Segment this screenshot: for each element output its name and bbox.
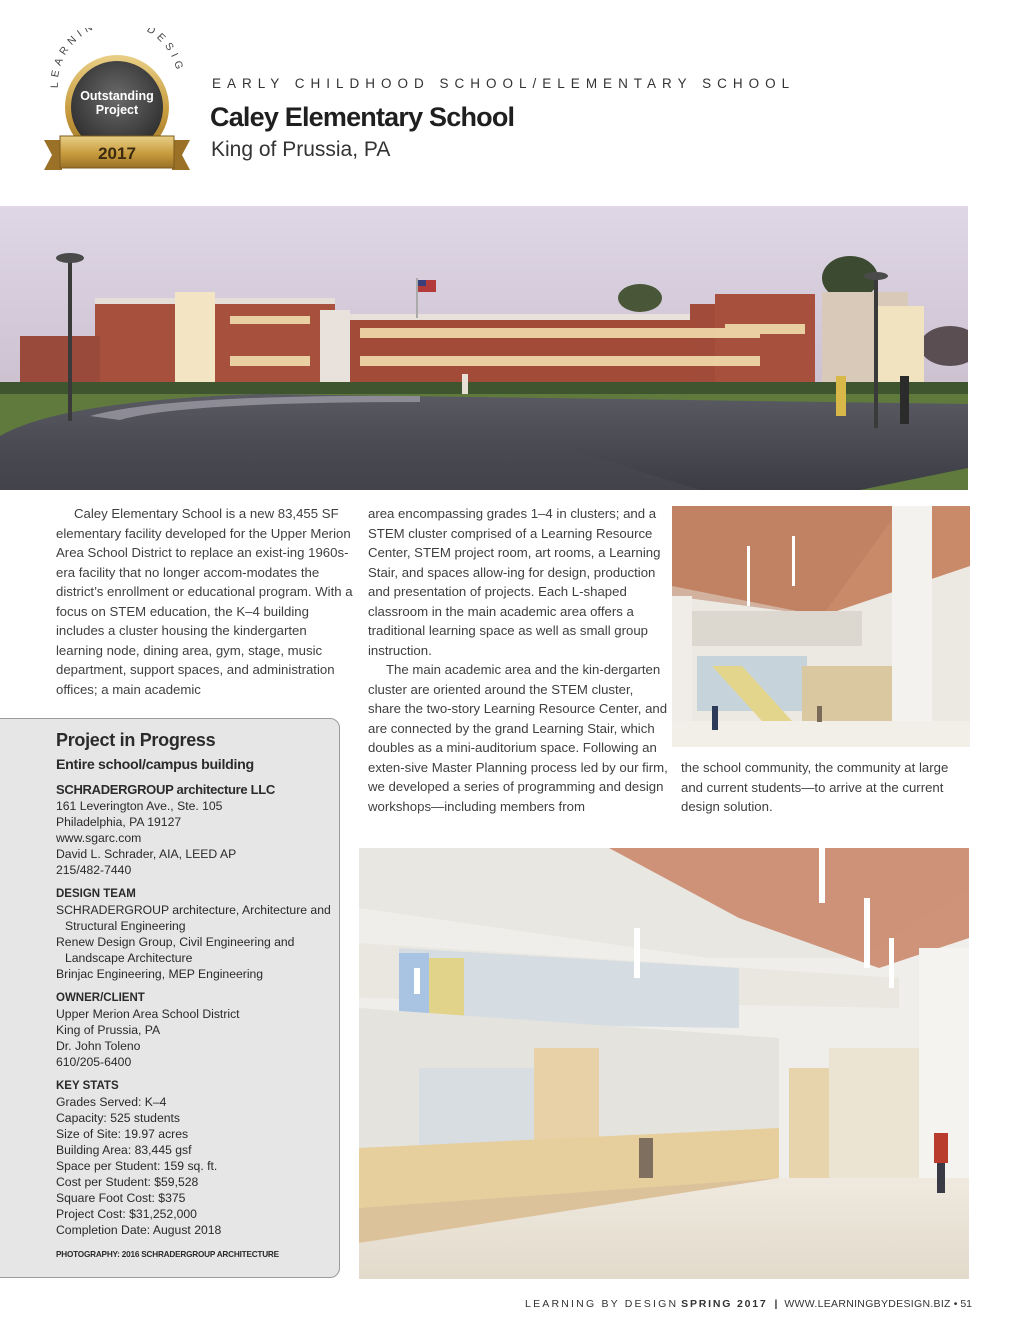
key-stats-heading: KEY STATS [56, 1080, 119, 1092]
page-title: Caley Elementary School [210, 102, 515, 132]
firm-address-line2: Philadelphia, PA 19127 [56, 815, 182, 829]
firm-address-line1: 161 Leverington Ave., Ste. 105 [56, 799, 223, 813]
owner-line: 610/205-6400 [56, 1055, 132, 1069]
design-team-member: SCHRADERGROUP architecture, Architecture and [56, 903, 331, 917]
design-team-member: Renew Design Group, Civil Engineering and [56, 935, 295, 949]
photo-credit: PHOTOGRAPHY: 2016 SCHRADERGROUP ARCHITECTURE [56, 1250, 279, 1259]
key-stat: Completion Date: August 2018 [56, 1223, 222, 1237]
firm-phone: 215/482-7440 [56, 863, 132, 877]
firm-contact: David L. Schrader, AIA, LEED AP [56, 847, 237, 861]
firm-website: www.sgarc.com [56, 831, 142, 845]
badge-arc-text: LEARNI DESIG [48, 28, 187, 89]
design-team-heading: DESIGN TEAM [56, 888, 136, 900]
key-stat: Space per Student: 159 sq. ft. [56, 1159, 218, 1173]
design-team-member-cont: Structural Engineering [65, 919, 186, 933]
award-seal-icon [40, 28, 190, 178]
key-stat: Cost per Student: $59,528 [56, 1175, 199, 1189]
article-paragraph: The main academic area and the kin-dergarten cluster are oriented around the STEM cluster, share the two-story Learning Resource Center, and are connected by the grand Learning Stair, which doubles as a mini-auditorium space. Following an exten-sive Master Planning process led by our firm, we developed a series of programming and design workshops—including members from [368, 662, 668, 814]
badge-year: 2017 [98, 144, 136, 163]
award-badge [40, 28, 190, 178]
owner-heading: OWNER/CLIENT [56, 992, 145, 1004]
page-footer [525, 1298, 972, 1310]
footer-website: WWW.LEARNINGBYDESIGN.BIZ [784, 1298, 951, 1310]
badge-label-line2: Project [95, 103, 139, 117]
footer-publication: LEARNING BY DESIGN [525, 1298, 679, 1310]
article-paragraph: Caley Elementary School is a new 83,455 SF elementary facility developed for the Upper Merion Area School District to replace an exist-ing 1960s-era facility that no longer accom-modates the district’s enrollment or educational program. With a focus on STEM education, the K–4 building includes a cluster housing the kindergarten learning node, dining area, gym, stage, music department, support spaces, and administration offices; a main academic [56, 506, 353, 697]
interior-corridor-image [359, 848, 969, 1279]
page-number: 51 [960, 1298, 972, 1310]
key-stat: Size of Site: 19.97 acres [56, 1127, 189, 1141]
article-column-3 [681, 758, 971, 817]
footer-season: SPRING 2017 [681, 1298, 768, 1310]
project-details [56, 732, 338, 1263]
badge-label-line1: Outstanding [80, 89, 154, 103]
sidebar-heading: Project in Progress [56, 730, 216, 750]
key-stat: Project Cost: $31,252,000 [56, 1207, 197, 1221]
exterior-rendering-image [0, 206, 968, 490]
article-column-1 [56, 504, 356, 699]
key-stat: Square Foot Cost: $375 [56, 1191, 186, 1205]
key-stat: Capacity: 525 students [56, 1111, 180, 1125]
design-team-member: Brinjac Engineering, MEP Engineering [56, 967, 264, 981]
project-scope: Entire school/campus building [56, 757, 254, 773]
key-stat: Grades Served: K–4 [56, 1095, 167, 1109]
article-paragraph: the school community, the community at large and current students—to arrive at the current design solution. [681, 760, 949, 814]
article-column-2 [368, 504, 668, 816]
category-label: EARLY CHILDHOOD SCHOOL/ELEMENTARY SCHOOL [212, 76, 796, 91]
owner-line: King of Prussia, PA [56, 1023, 161, 1037]
firm-name: SCHRADERGROUP architecture LLC [56, 782, 276, 797]
owner-line: Upper Merion Area School District [56, 1007, 240, 1021]
key-stat: Building Area: 83,445 gsf [56, 1143, 192, 1157]
project-location: King of Prussia, PA [211, 138, 391, 161]
interior-atrium-image [672, 506, 970, 747]
article-paragraph: area encompassing grades 1–4 in clusters; and a STEM cluster comprised of a Learning Resource Center, STEM project room, art rooms, a Learning Stair, and spaces allow-ing for design, production and presentation of projects. Each L-shaped classroom in the main academic area offers a traditional learning space as well as small group instruction. [368, 506, 661, 658]
footer-bullet: • [953, 1298, 958, 1310]
owner-line: Dr. John Toleno [56, 1039, 141, 1053]
footer-separator: | [774, 1298, 778, 1310]
design-team-member-cont: Landscape Architecture [65, 951, 193, 965]
